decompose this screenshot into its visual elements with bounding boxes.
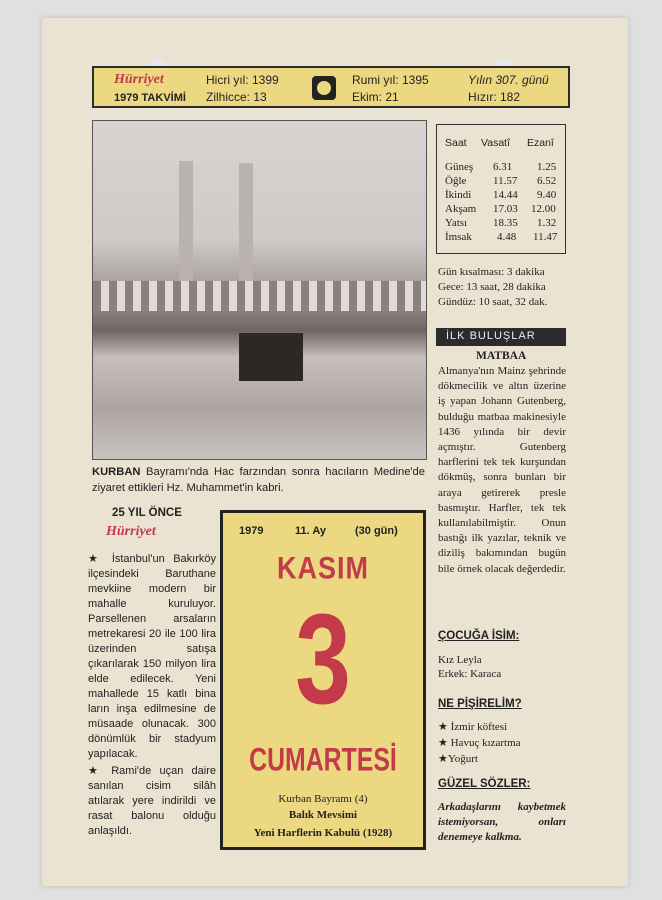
day-note: Balık Mevsimi (288, 809, 358, 821)
article-title: MATBAA (476, 350, 527, 362)
girl-name: Kız Leyla (438, 654, 482, 666)
day-shortening: Gün kısalması: 3 dakika (438, 266, 545, 278)
day-note: Yeni Harflerin Kabulü (1928) (253, 827, 393, 839)
list-item: ★ Havuç kızartma (438, 737, 521, 749)
weekday: CUMARTESİ (249, 741, 397, 778)
col-header: Ezanî (527, 137, 554, 149)
section-title: 25 YIL ÖNCE (112, 507, 182, 519)
rumi-year: Rumi yıl: 1395 (352, 73, 429, 87)
moon-phase-icon (312, 76, 336, 100)
table-row: Yatsı 18.35 1.32 (445, 217, 557, 229)
night-length: Gece: 13 saat, 28 dakika (438, 281, 546, 293)
boy-name: Erkek: Karaca (438, 668, 502, 680)
list-item: ★ İzmir köftesi (438, 721, 508, 733)
prayer-times-table (436, 124, 566, 254)
ekim: Ekim: 21 (352, 90, 399, 104)
header-band (92, 66, 570, 108)
arcade-shape (93, 281, 426, 311)
day-number: 3 (295, 588, 351, 731)
year: 1979 (239, 525, 264, 537)
photo-caption: KURBAN Bayramı'nda Hac farzından sonra hacıların Medine'de ziyaret ettikleri Hz. Muhammet'in kabri. (92, 466, 425, 494)
hizir: Hızır: 182 (468, 90, 521, 104)
news-item: ★ Rami'de uçan daire sanılan cisim silâh atılarak yere indirildi ve rasat balonu olduğu anlaşıldı. (88, 765, 216, 837)
section-title: NE PİŞİRELİM? (438, 698, 522, 710)
date-panel (220, 510, 426, 850)
article-text: Almanya'nın Mainz şehrinde dökmecilik ve altın üzerine iş yapan Johann Gutenberg, bulduğu matbaa makinesiyle 1436 yılında bir devir açmıştır. Gutenberg harflerini tek tek kurşundan dökmüş, sonra bunları bir araya getirerek presle basmıştır. Harfler, tek tek kullanılabilmiştir. Onun bastığı ilk yazılar, teknik ve diziliş bakımından bugün bile örnek olacak değerdedir. (438, 365, 566, 575)
day-of-year: Yılın 307. günü (468, 73, 549, 87)
list-item: ★Yoğurt (438, 753, 478, 765)
table-row: İmsak 4.48 11.47 (445, 231, 558, 243)
section-title: GÜZEL SÖZLER: (438, 778, 531, 790)
news-item: ★ İstanbul'un Bakırköy ilçesindeki Baruthane mevkiine modern bir mahalle kuruluyor. Parsellenen arsaların metrekaresi 20 ile 100 lira üzerinden satışa çıkarılarak 150 milyon lira elde edilecek. Yeni mahallede 15 katlı bina ların inşa edilmesine de müsaade olunacak. 300 dönümlük bir stadyum yapılacak. (88, 553, 216, 760)
days-in-month: (30 gün) (355, 525, 398, 537)
table-row: Akşam 17.03 12.00 (445, 203, 556, 215)
year-label: 1979 TAKVİMİ (114, 92, 186, 104)
kaaba-shape (239, 333, 303, 381)
month-name: KASIM (277, 550, 369, 586)
table-row: Öğle 11.57 6.52 (445, 175, 557, 187)
mecca-photo (92, 120, 427, 460)
table-row: Güneş 6.31 1.25 (445, 161, 557, 173)
quote-text: Arkadaşlarını kaybetmek istemiyorsan, onları denemeye kalkma. (438, 801, 566, 844)
hicri-year: Hicri yıl: 1399 (206, 73, 279, 87)
table-row: İkindi 14.44 9.40 (445, 189, 557, 201)
section-title: ÇOCUĞA İSİM: (438, 630, 520, 642)
day-note: Kurban Bayramı (4) (278, 793, 368, 805)
col-header: Vasatî (481, 137, 510, 149)
section-bar: İLK BULUŞLAR (436, 328, 566, 346)
month-number: 11. Ay (295, 525, 326, 537)
brand-logo: Hürriyet (106, 524, 156, 539)
minaret-shape (179, 161, 193, 291)
zilhicce: Zilhicce: 13 (206, 90, 267, 104)
col-header: Saat (445, 137, 467, 149)
brand-logo: Hürriyet (114, 72, 164, 87)
minaret-shape (239, 163, 253, 291)
day-length: Gündüz: 10 saat, 32 dak. (438, 296, 548, 308)
